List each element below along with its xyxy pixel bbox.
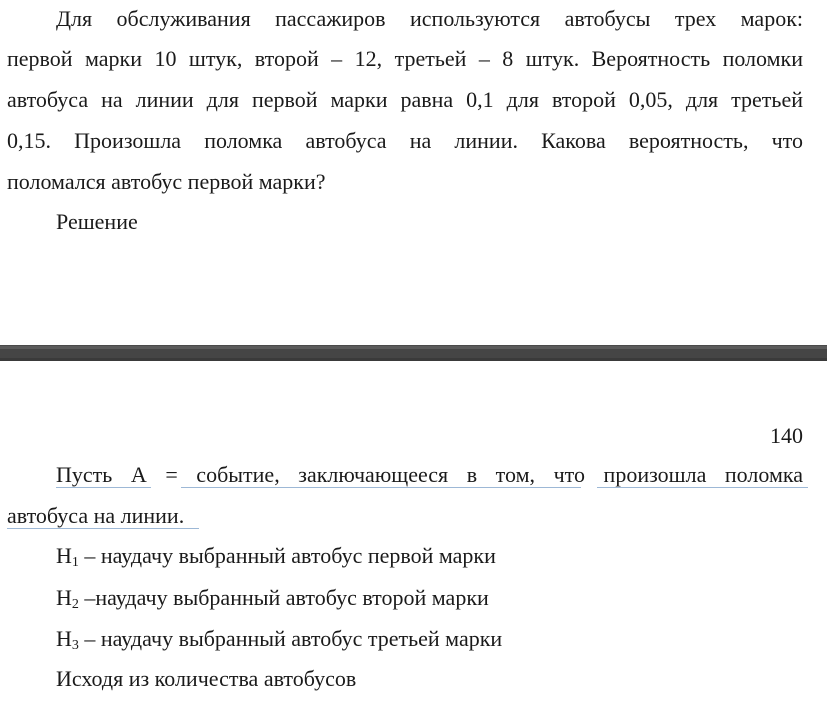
hypothesis-text: – наудачу выбранный автобус третьей марки (78, 626, 503, 651)
hypothesis-h3 (56, 626, 827, 652)
last-line: Исходя из количества автобусов (56, 666, 357, 691)
hypothesis-h1 (56, 543, 827, 569)
underline-decoration (56, 487, 151, 488)
underline-decoration (181, 487, 581, 488)
hypothesis-letter: Н (56, 585, 72, 610)
intro-line-1: Пусть А = событие, заключающееся в том, что произошла поломка (56, 462, 803, 487)
problem-line-3: автобуса на линии для первой марки равна 0,1 для второй 0,05, для третьей (7, 87, 803, 112)
problem-line-4: 0,15. Произошла поломка автобуса на линии. Какова вероятность, что (7, 128, 803, 153)
page-number: 140 (770, 423, 803, 448)
problem-line-1: Для обслуживания пассажиров используются автобусы трех марок: (56, 6, 803, 31)
hypothesis-index: 2 (71, 597, 79, 612)
hypothesis-index: 3 (71, 638, 79, 653)
underline-decoration (597, 487, 808, 488)
intro-line-2: автобуса на линии. (7, 503, 185, 528)
hypothesis-h2 (56, 585, 827, 611)
underline-decoration (7, 528, 199, 529)
page-separator (0, 345, 827, 361)
problem-line-2: первой марки 10 штук, второй – 12, третьей – 8 штук. Вероятность поломки (7, 46, 803, 71)
hypothesis-text: –наудачу выбранный автобус второй марки (78, 585, 489, 610)
hypothesis-letter: Н (56, 626, 72, 651)
solution-heading: Решение (56, 209, 138, 234)
problem-line-5: поломался автобус первой марки? (7, 169, 326, 194)
hypothesis-text: – наудачу выбранный автобус первой марки (78, 543, 496, 568)
hypothesis-index: 1 (71, 555, 79, 570)
hypothesis-letter: Н (56, 543, 72, 568)
